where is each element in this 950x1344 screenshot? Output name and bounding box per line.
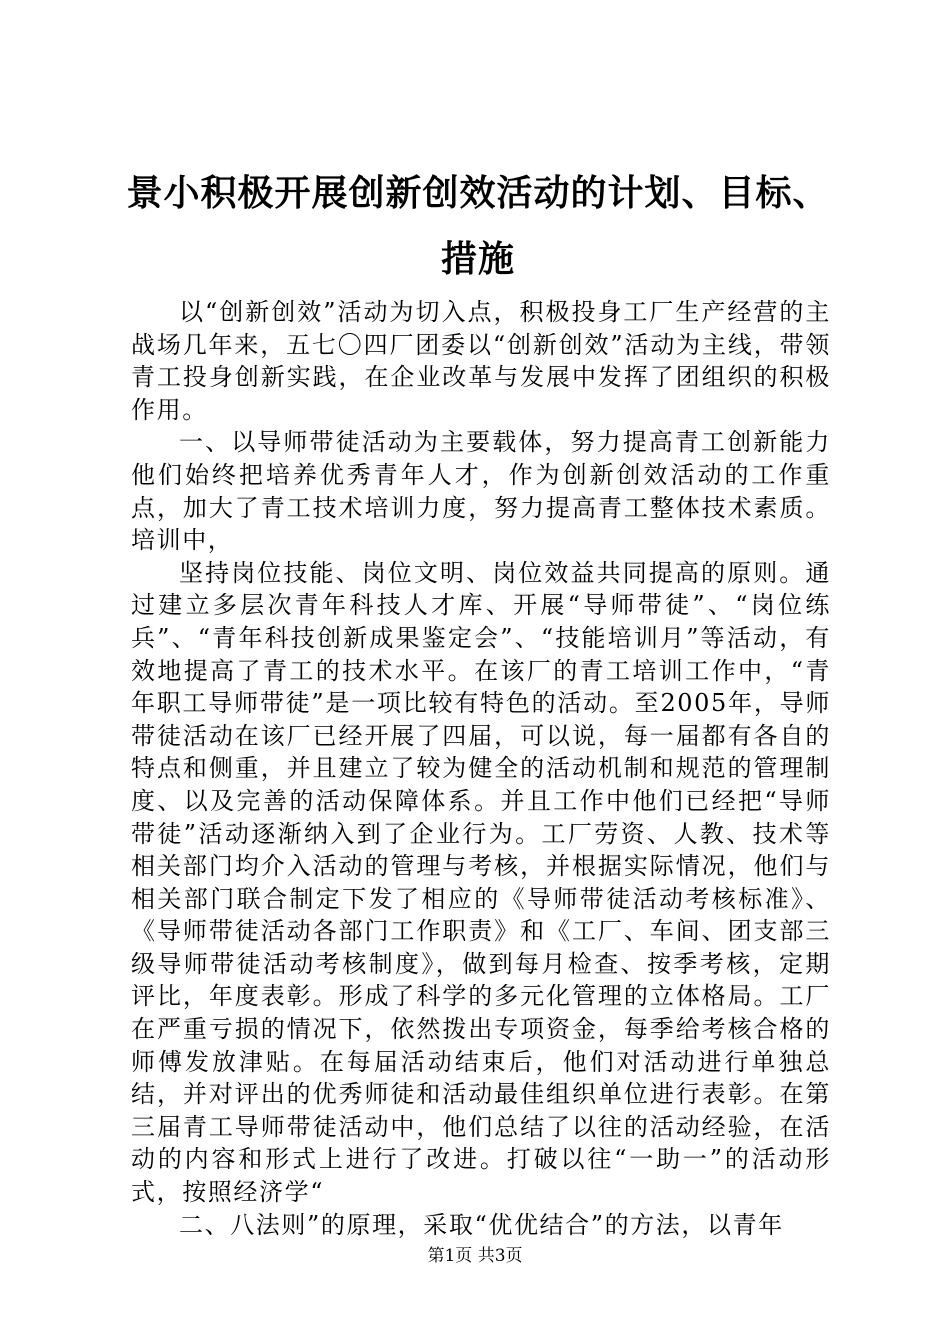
paragraph-intro: 以“创新创效”活动为切入点，积极投身工厂生产经营的主战场几年来，五七〇四厂团委以“创新创效”活动为主线，带领青工投身创新实践，在企业改革与发展中发挥了团组织的积极作用。 [131,298,831,424]
document-body [131,296,831,1241]
paragraph-section-two: 二、八法则”的原理，采取“优优结合”的方法，以青年 [179,1210,784,1239]
page-number: 第1页 共3页 [427,1246,523,1266]
document-title: 景小积极开展创新创效活动的计划、目标、措施 [126,172,830,280]
paragraph-training: 坚持岗位技能、岗位文明、岗位效益共同提高的原则。通过建立多层次青年科技人才库、开展“导师带徒”、“岗位练兵”、“青年科技创新成果鉴定会”、“技能培训月”等活动，有效地提高了青工的技术水平。在该厂的青工培训工作中，“青年职工导师带徒”是一项比较有特色的活动。至2005年，导师带徒活动在该厂已经开展了四届，可以说，每一届都有各自的特点和侧重，并且建立了较为健全的活动机制和规范的管理制度、以及完善的活动保障体系。并且工作中他们已经把“导师带徒”活动逐渐纳入到了企业行为。工厂劳资、人教、技术等相关部门均介入活动的管理与考核，并根据实际情况，他们与相关部门联合制定下发了相应的《导师带徒活动考核标准》、《导师带徒活动各部门工作职责》和《工厂、车间、团支部三级导师带徒活动考核制度》，做到每月检查、按季考核，定期评比，年度表彰。形成了科学的多元化管理的立体格局。工厂在严重亏损的情况下，依然拨出专项资金，每季给考核合格的师傅发放津贴。在每届活动结束后，他们对活动进行单独总结，并对评出的优秀师徒和活动最佳组织单位进行表彰。在第三届青工导师带徒活动中，他们总结了以往的活动经验，在活动的内容和形式上进行了改进。打破以往“一助一”的活动形式，按照经济学“ [131,558,831,1207]
page-footer [0,1245,950,1267]
paragraph-section-one: 一、以导师带徒活动为主要载体，努力提高青工创新能力他们始终把培养优秀青年人才，作为创新创效活动的工作重点，加大了青工技术培训力度，努力提高青工整体技术素质。培训中， [131,428,831,555]
